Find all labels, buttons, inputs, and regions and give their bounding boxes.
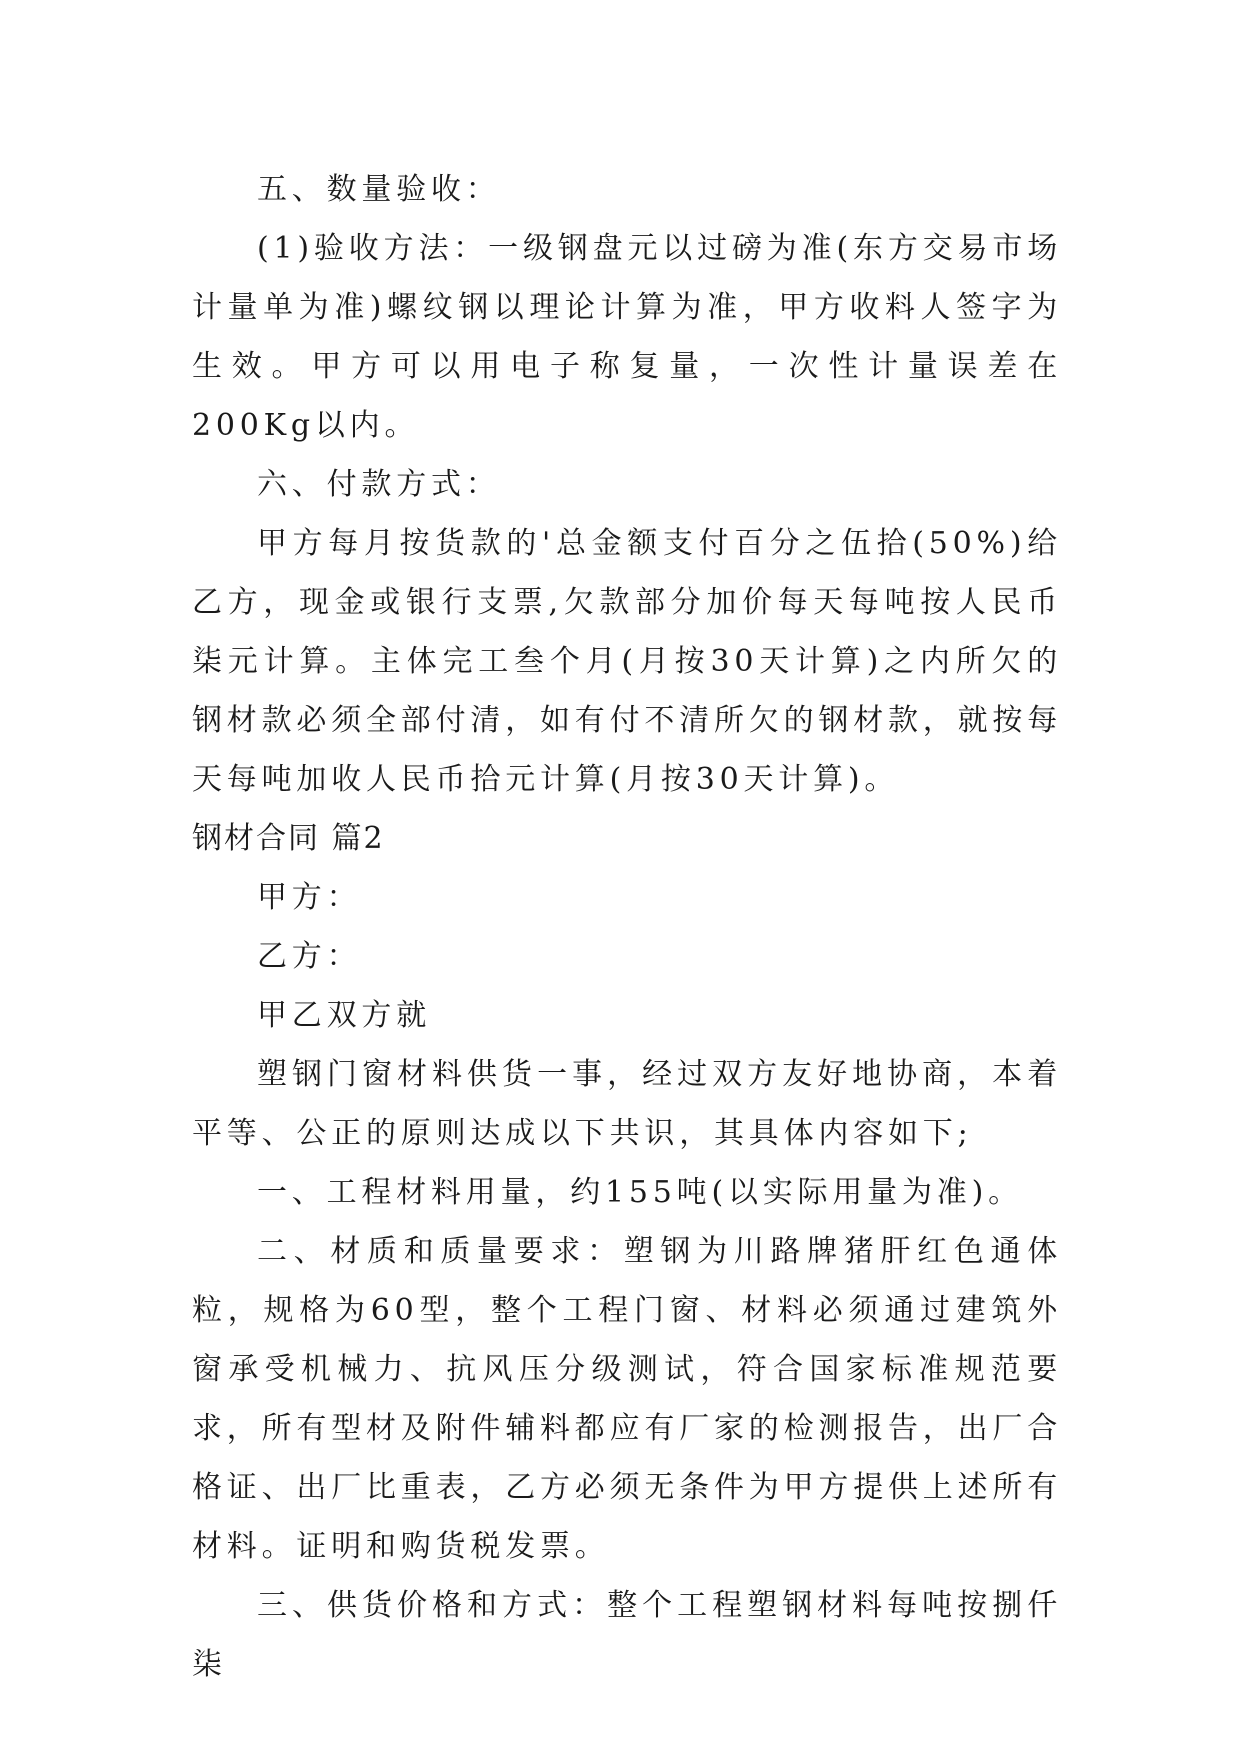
document-body (192, 160, 1062, 1694)
party-b-label: 乙方： (257, 939, 362, 974)
section-heading-payment: 六、付款方式： (257, 467, 501, 502)
paragraph-supply-agreement: 塑钢门窗材料供货一事，经过双方友好地协商，本着平等、公正的原则达成以下共识，其具体内容如下; (192, 1057, 1062, 1151)
party-a-label: 甲方： (257, 880, 362, 915)
paragraph-both-parties: 甲乙双方就 (257, 998, 431, 1033)
contract-title-part-2: 钢材合同 篇2 (192, 821, 385, 856)
clause-material-quantity: 一、工程材料用量，约155吨(以实际用量为准)。 (257, 1175, 1023, 1210)
clause-material-quality: 二、材质和质量要求：塑钢为川路牌猪肝红色通体粒，规格为60型，整个工程门窗、材料必须通过建筑外窗承受机械力、抗风压分级测试，符合国家标准规范要求，所有型材及附件辅料都应有厂家的检测报告，出厂合格证、出厂比重表，乙方必须无条件为甲方提供上述所有材料。证明和购货税发票。 (192, 1234, 1062, 1564)
section-heading-quantity-inspection: 五、数量验收： (257, 172, 501, 207)
paragraph-inspection-method: (1)验收方法：一级钢盘元以过磅为准(东方交易市场计量单为准)螺纹钢以理论计算为准，甲方收料人签字为生效。甲方可以用电子称复量，一次性计量误差在200Kg以内。 (192, 231, 1062, 443)
clause-supply-price: 三、供货价格和方式：整个工程塑钢材料每吨按捌仟柒 (192, 1588, 1062, 1682)
paragraph-payment-terms: 甲方每月按货款的'总金额支付百分之伍拾(50%)给乙方，现金或银行支票,欠款部分加价每天每吨按人民币柒元计算。主体完工叁个月(月按30天计算)之内所欠的钢材款必须全部付清，如有付不清所欠的钢材款，就按每天每吨加收人民币拾元计算(月按30天计算)。 (192, 526, 1062, 797)
